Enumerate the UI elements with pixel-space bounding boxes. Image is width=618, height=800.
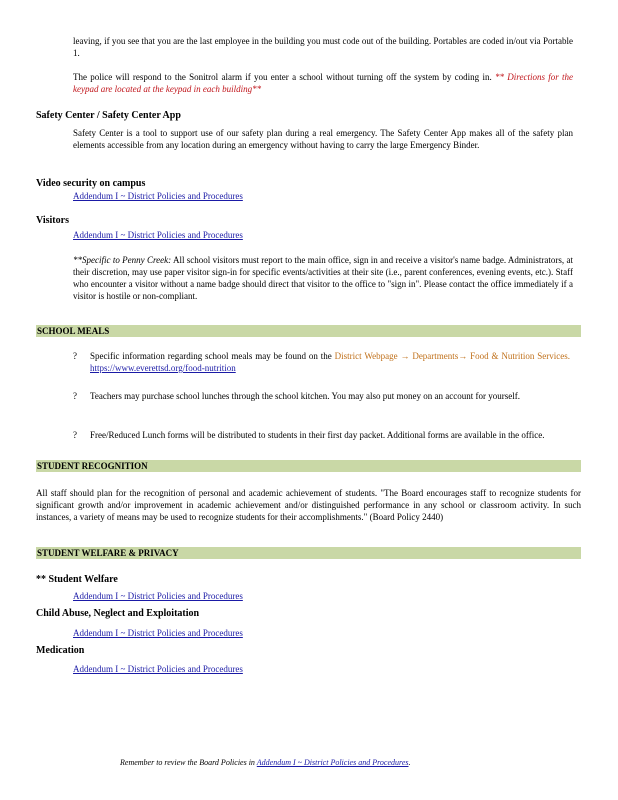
child-abuse-heading: Child Abuse, Neglect and Exploitation <box>36 608 200 619</box>
video-security-link[interactable]: Addendum I ~ District Policies and Procedures <box>73 191 243 201</box>
student-recognition-band: STUDENT RECOGNITION <box>36 460 581 472</box>
school-meals-band: SCHOOL MEALS <box>36 325 581 337</box>
child-abuse-link[interactable]: Addendum I ~ District Policies and Procedures <box>73 628 243 638</box>
district-webpage-link[interactable]: District Webpage → Departments→ Food & Nutrition Services. <box>334 351 571 361</box>
video-security-heading: Video security on campus <box>36 178 146 189</box>
visitors-heading: Visitors <box>36 215 69 226</box>
footer-addendum-link[interactable]: Addendum I ~ District Policies and Procedures <box>256 758 409 767</box>
visitors-body-text: All school visitors must report to the main office, sign in and receive a visitor's name badge. Administrators, at their discretion, may use paper visitor sign-in for specific events/activities at their site (i.e., parent conferences, evening events, etc.). Staff who encounter a visitor without a name badge should direct that visitor to the office to "sign in". Please contact the office immediately if a visitor is hostile or non-compliant. <box>73 255 573 301</box>
student-welfare-band: STUDENT WELFARE & PRIVACY <box>36 547 581 559</box>
intro-paragraph-2 <box>73 71 573 95</box>
student-welfare-heading: ** Student Welfare <box>36 574 118 585</box>
footer-period: . <box>408 758 411 767</box>
visitors-body <box>73 254 573 302</box>
meals-item-3: Free/Reduced Lunch forms will be distributed to students in their first day packet. Additional forms are available in the office. <box>90 430 545 440</box>
student-recognition-body: All staff should plan for the recognition of personal and academic achievement of students. "The Board encourages staff to recognize students for significant growth and/or improvement in academic achievement and/or distinguished performance in any school or classroom activity. In such instances, a variety of means may be used to recognize students for their accomplishments." (Board Policy 2440) <box>36 488 581 522</box>
visitors-link[interactable]: Addendum I ~ District Policies and Procedures <box>73 230 243 240</box>
meals-bullet-1: ? <box>73 351 77 361</box>
food-nutrition-url[interactable]: https://www.everettsd.org/food-nutrition <box>90 363 236 373</box>
footer-text: Remember to review the Board Policies in <box>120 758 255 767</box>
safety-center-heading: Safety Center / Safety Center App <box>36 110 181 121</box>
penny-creek-lead: **Specific to Penny Creek: <box>73 255 172 265</box>
footer-reminder <box>120 758 500 767</box>
meals-bullet-2: ? <box>73 391 77 401</box>
meals-item-1-text: Specific information regarding school meals may be found on the <box>90 351 332 361</box>
keypad-directions-note: ** Directions for the keypad are located at the keypad in each building** <box>73 72 574 94</box>
medication-heading: Medication <box>36 645 85 656</box>
intro-paragraph-2-text: The police will respond to the Sonitrol alarm if you enter a school without turning off the system by coding in. <box>73 72 492 82</box>
student-welfare-link[interactable]: Addendum I ~ District Policies and Procedures <box>73 591 243 601</box>
safety-center-body: Safety Center is a tool to support use of our safety plan during a real emergency. The Safety Center App makes all of the safety plan elements accessible from any location during an emergency without having to carry the large Emergency Binder. <box>73 128 573 150</box>
intro-paragraph-1: leaving, if you see that you are the last employee in the building you must code out of the building. Portables are coded in/out via Portable 1. <box>73 36 573 58</box>
meals-item-2: Teachers may purchase school lunches through the school kitchen. You may also put money on an account for yourself. <box>90 391 521 401</box>
meals-item-1 <box>90 350 570 374</box>
medication-link[interactable]: Addendum I ~ District Policies and Procedures <box>73 664 243 674</box>
meals-bullet-3: ? <box>73 430 77 440</box>
